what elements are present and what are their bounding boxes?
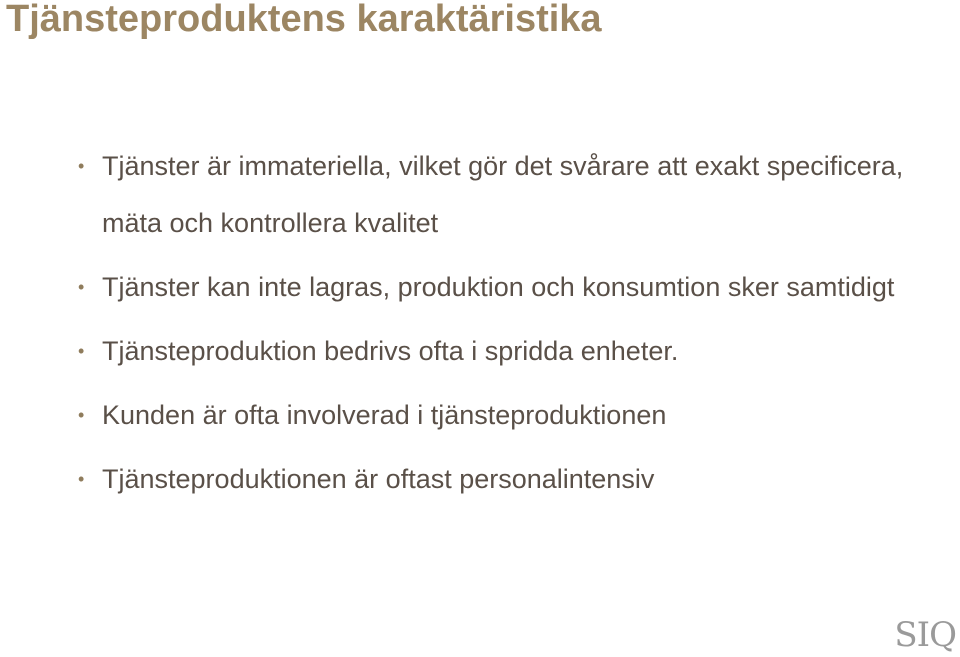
bullet-text: Kunden är ofta involverad i tjänsteproduktionen xyxy=(102,400,667,430)
bullet-dot-icon: • xyxy=(78,156,85,176)
bullet-item xyxy=(78,323,938,380)
bullet-text: Tjänsteproduktionen är oftast personalintensiv xyxy=(102,464,655,494)
bullet-item xyxy=(78,138,938,252)
bullet-text: Tjänster är immateriella, vilket gör det svårare att exakt specificera, mäta och kontrollera kvalitet xyxy=(102,151,904,238)
bullet-item xyxy=(78,451,938,508)
bullet-list xyxy=(78,138,938,515)
bullet-dot-icon: • xyxy=(78,277,85,297)
bullet-dot-icon: • xyxy=(78,341,85,361)
slide-title: Tjänsteproduktens karaktäristika xyxy=(6,0,602,40)
siq-logo: SIQ xyxy=(894,615,956,655)
bullet-item xyxy=(78,387,938,444)
bullet-dot-icon: • xyxy=(78,405,85,425)
bullet-text: Tjänster kan inte lagras, produktion och konsumtion sker samtidigt xyxy=(102,272,895,302)
bullet-text: Tjänsteproduktion bedrivs ofta i spridda enheter. xyxy=(102,336,679,366)
bullet-dot-icon: • xyxy=(78,469,85,489)
bullet-item xyxy=(78,259,938,316)
